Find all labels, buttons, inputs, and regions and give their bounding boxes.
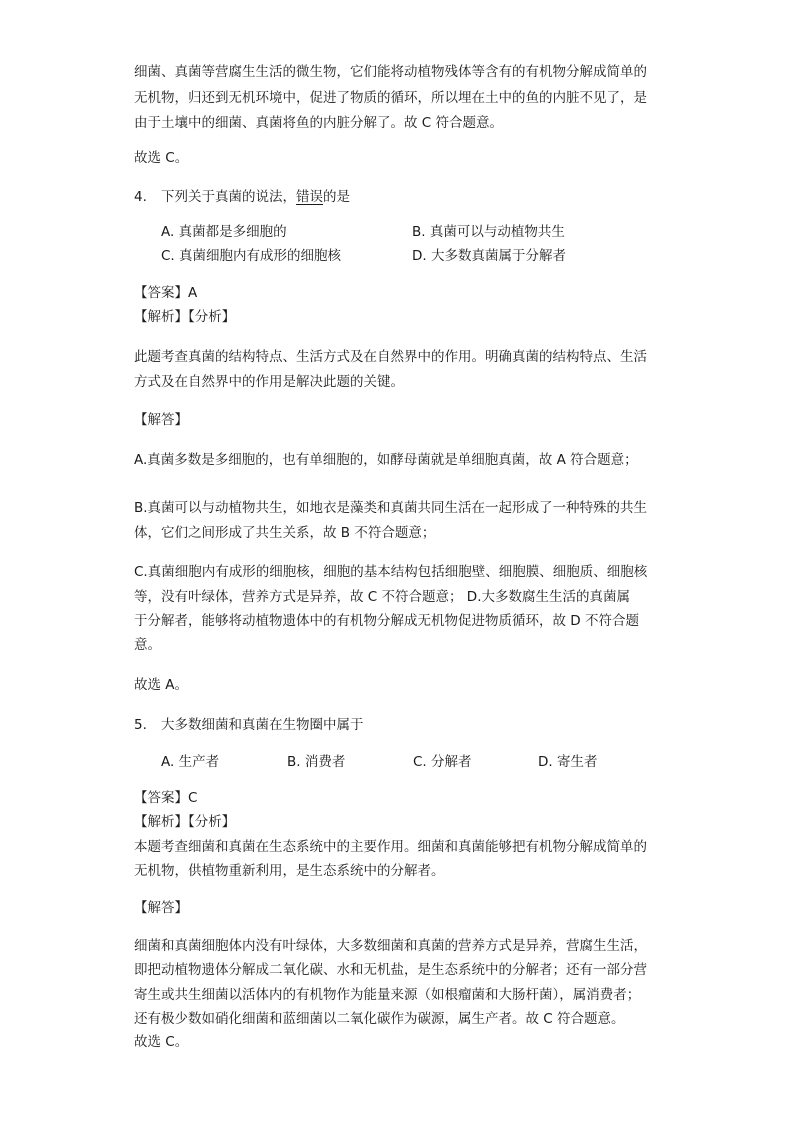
q4-option-c: C. 真菌细胞内有成形的细胞核 <box>161 248 342 264</box>
q5-solution-heading: 【解答】 <box>134 900 188 916</box>
q4-number: 4. <box>134 189 147 205</box>
q5-option-b: B. 消费者 <box>287 754 346 770</box>
q4-answer: 【答案】A <box>134 285 198 301</box>
q5-analysis-heading: 【解析】【分析】 <box>134 814 236 830</box>
q4-option-d: D. 大多数真菌属于分解者 <box>412 248 566 264</box>
q4-solution-c-line-4: 意。 <box>134 637 161 653</box>
q4-option-b: B. 真菌可以与动植物共生 <box>412 224 565 240</box>
q5-option-d: D. 寄生者 <box>538 754 598 770</box>
q4-stem-after: 的是 <box>323 189 350 205</box>
q5-solution-line-4: 还有极少数如硝化细菌和蓝细菌以二氧化碳作为碳源，属生产者。故 C 符合题意。 <box>134 1011 625 1027</box>
q4-solution-b-line-2: 体，它们之间形成了共生关系，故 B 不符合题意； <box>134 525 436 541</box>
q4-stem <box>161 187 350 207</box>
q5-option-c: C. 分解者 <box>413 754 472 770</box>
q4-option-a: A. 真菌都是多细胞的 <box>161 224 287 240</box>
intro-line-3: 由于土壤中的细菌、真菌将鱼的内脏分解了。故 C 符合题意。 <box>134 115 504 131</box>
q5-stem: 大多数细菌和真菌在生物圈中属于 <box>161 717 364 733</box>
q4-solution-a: A.真菌多数是多细胞的，也有单细胞的，如酵母菌就是单细胞真菌，故 A 符合题意； <box>134 452 638 468</box>
q4-conclusion: 故选 A。 <box>134 677 189 693</box>
intro-conclusion: 故选 C。 <box>134 150 189 166</box>
q4-analysis-line-2: 方式及在自然界中的作用是解决此题的关键。 <box>134 374 404 390</box>
intro-line-1: 细菌、真菌等营腐生生活的微生物，它们能将动植物残体等含有的有机物分解成简单的 <box>134 64 647 80</box>
q5-analysis-line-1: 本题考查细菌和真菌在生态系统中的主要作用。细菌和真菌能够把有机物分解成简单的 <box>134 839 647 855</box>
q5-analysis-line-2: 无机物，供植物重新利用，是生态系统中的分解者。 <box>134 863 445 879</box>
q5-solution-line-3: 寄生或共生细菌以活体内的有机物作为能量来源（如根瘤菌和大肠杆菌），属消费者； <box>134 987 641 1003</box>
q4-solution-b-line-1: B.真菌可以与动植物共生，如地衣是藻类和真菌共同生活在一起形成了一种特殊的共生 <box>134 500 648 516</box>
q5-number: 5. <box>134 717 147 733</box>
q4-solution-c-line-3: 于分解者，能够将动植物遗体中的有机物分解成无机物促进物质循环，故 D 不符合题 <box>134 613 639 629</box>
q4-solution-c-line-1: C.真菌细胞内有成形的细胞核，细胞的基本结构包括细胞壁、细胞膜、细胞质、细胞核 <box>134 564 648 580</box>
q5-solution-line-2: 即把动植物遗体分解成二氧化碳、水和无机盐，是生态系统中的分解者；还有一部分营 <box>134 962 647 978</box>
q5-conclusion: 故选 C。 <box>134 1034 189 1050</box>
intro-line-2: 无机物，归还到无机环境中，促进了物质的循环，所以埋在土中的鱼的内脏不见了，是 <box>134 90 647 106</box>
q5-answer: 【答案】C <box>134 790 198 806</box>
q4-analysis-heading: 【解析】【分析】 <box>134 309 236 325</box>
q4-solution-c-line-2: 等，没有叶绿体，营养方式是异养，故 C 不符合题意； D.大多数腐生生活的真菌属 <box>134 589 630 605</box>
q4-solution-heading: 【解答】 <box>134 412 188 428</box>
q4-stem-before: 下列关于真菌的说法， <box>161 189 296 205</box>
q4-stem-underlined: 错误 <box>296 189 323 205</box>
q5-solution-line-1: 细菌和真菌细胞体内没有叶绿体，大多数细菌和真菌的营养方式是异养，营腐生生活， <box>134 938 647 954</box>
q5-option-a: A. 生产者 <box>161 754 220 770</box>
q4-analysis-line-1: 此题考查真菌的结构特点、生活方式及在自然界中的作用。明确真菌的结构特点、生活 <box>134 349 647 365</box>
